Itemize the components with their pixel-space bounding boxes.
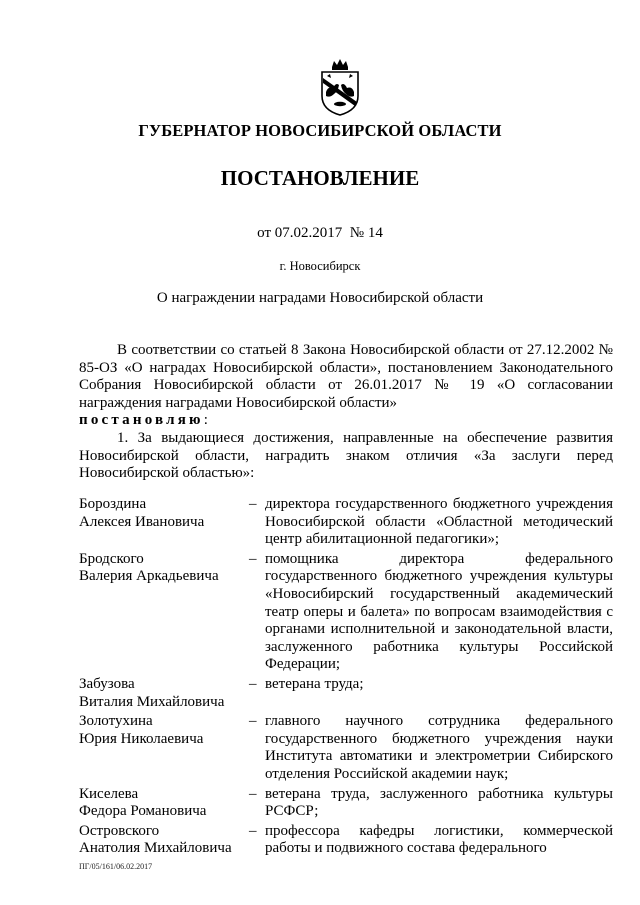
- separator-dash: –: [249, 675, 257, 692]
- awardee-given-names: Анатолия Михайловича: [79, 840, 232, 857]
- awardee-surname: Островского: [79, 822, 160, 839]
- awardee-surname: Киселева: [79, 785, 139, 802]
- awardee-surname: Забузова: [79, 675, 135, 692]
- point-1-paragraph: 1. За выдающиеся достижения, направленные на обеспечение развития Новосибирской области, наградить знаком отличия «За заслуги перед Новосибирской областью»:: [79, 429, 613, 482]
- awardee-name: [79, 786, 249, 821]
- list-item: [79, 676, 613, 711]
- separator-dash: –: [249, 822, 257, 839]
- document-body: [79, 342, 613, 483]
- novosibirsk-coat-of-arms-icon: [316, 58, 364, 116]
- awardee-given-names: Алексея Ивановича: [79, 513, 205, 530]
- awardee-name: [79, 823, 249, 858]
- awardee-name: [79, 496, 249, 549]
- list-item: [79, 713, 613, 783]
- issuer-title: ГУБЕРНАТОР НОВОСИБИРСКОЙ ОБЛАСТИ: [138, 121, 502, 140]
- list-item: [79, 496, 613, 549]
- decree-word: постановляю: [79, 412, 204, 429]
- awardee-description: помощника директора федерального государственного бюджетного учреждения культуры «Новосибирский государственный академический театр оперы и балета» по вопросам взаимодействия с органами исполнительной и законодательной власти, заслуженного работника культуры Российской Федерации;: [265, 550, 613, 673]
- list-item: [79, 786, 613, 821]
- preamble-paragraph: [79, 342, 613, 430]
- document-date-number: от 07.02.2017 № 14: [257, 225, 383, 241]
- document-type-title: ПОСТАНОВЛЕНИЕ: [220, 166, 420, 190]
- awardee-description: профессора кафедры логистики, коммерческой работы и подвижного состава федерального: [265, 822, 613, 857]
- awardee-given-names: Виталия Михайловича: [79, 693, 225, 710]
- separator-dash: –: [249, 713, 257, 730]
- document-footer-code: ПГ/05/161/06.02.2017: [79, 862, 153, 871]
- document-city: г. Новосибирск: [279, 259, 361, 273]
- decree-colon: :: [203, 412, 208, 429]
- awardee-surname: Бродского: [79, 550, 144, 567]
- awardee-description: ветерана труда, заслуженного работника культуры РСФСР;: [265, 785, 613, 820]
- awardee-name: [79, 713, 249, 783]
- awardee-surname: Золотухина: [79, 713, 153, 730]
- separator-dash: –: [249, 785, 257, 802]
- separator-dash: –: [249, 550, 257, 567]
- preamble-text: В соответствии со статьей 8 Закона Новосибирской области от 27.12.2002 № 85-ОЗ «О наградах Новосибирской области», постановлением Законодательного Собрания Новосибирской области от 26.01.2017 № 19 «О согласовании награждения наградами Новосибирской области»: [79, 342, 613, 411]
- awardee-given-names: Юрия Николаевича: [79, 730, 204, 747]
- awardee-given-names: Федора Романовича: [79, 803, 207, 820]
- awardee-description: директора государственного бюджетного учреждения Новосибирской области «Областной методический центр абилитационной педагогики»;: [265, 496, 613, 548]
- awardee-name: [79, 676, 249, 711]
- awardees-list: [79, 496, 613, 860]
- list-item: [79, 551, 613, 674]
- awardee-description: ветерана труда;: [265, 675, 364, 692]
- awardee-given-names: Валерия Аркадьевича: [79, 568, 219, 585]
- separator-dash: –: [249, 496, 257, 512]
- list-item: [79, 823, 613, 858]
- awardee-description: главного научного сотрудника федерального государственного бюджетного учреждения науки Института автоматики и электрометрии Сибирского отделения Российской академии наук;: [265, 713, 613, 782]
- awardee-surname: Бороздина: [79, 496, 147, 512]
- awardee-name: [79, 551, 249, 674]
- document-subject: О награждении наградами Новосибирской области: [156, 290, 484, 306]
